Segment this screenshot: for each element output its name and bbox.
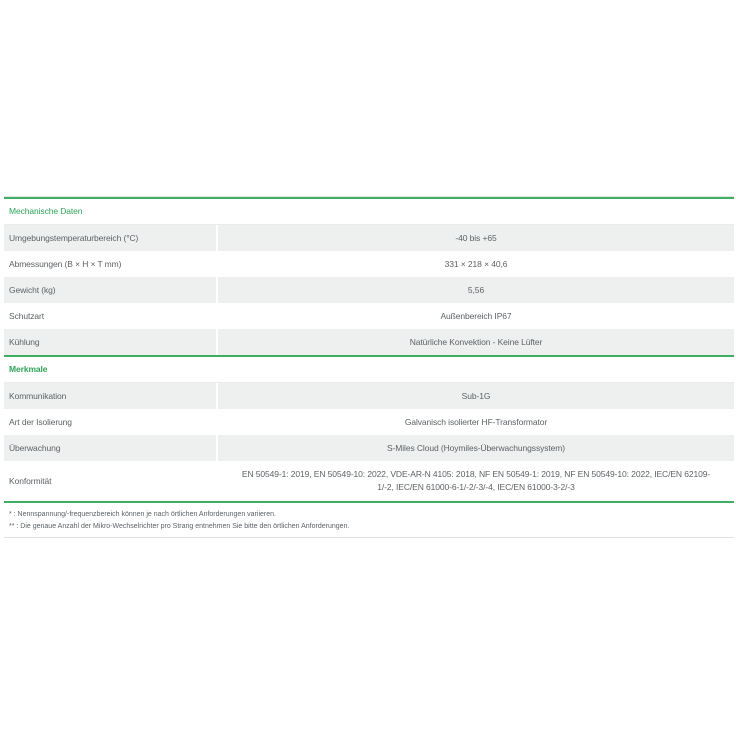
row-label: Konformität bbox=[9, 476, 52, 486]
footnotes bbox=[4, 503, 734, 533]
table-row bbox=[4, 225, 734, 251]
bottom-divider bbox=[4, 537, 734, 538]
row-label: Abmessungen (B × H × T mm) bbox=[9, 259, 122, 269]
row-value: EN 50549-1: 2019, EN 50549-10: 2022, VDE-AR-N 4105: 2018, NF EN 50549-1: 2019, NF EN 50549-10: 2022, IEC/EN 62109-1/-2, IEC/EN 61000-6-1/-2/-3/-4, IEC/EN 61000-3-2/-3 bbox=[241, 469, 711, 492]
table-row bbox=[4, 277, 734, 303]
row-value: 331 × 218 × 40,6 bbox=[444, 259, 508, 269]
row-label: Schutzart bbox=[9, 311, 45, 321]
row-value: -40 bis +65 bbox=[218, 225, 734, 251]
row-label: Gewicht (kg) bbox=[4, 277, 216, 303]
footnote: ** : Die genaue Anzahl der Mikro-Wechselrichter pro Strang entnehmen Sie bitte den örtlichen Anforderungen. bbox=[9, 523, 350, 530]
row-value: S-Miles Cloud (Hoymiles-Überwachungssystem) bbox=[218, 435, 734, 461]
table-row bbox=[4, 435, 734, 461]
table-row bbox=[4, 251, 734, 277]
row-label: Kommunikation bbox=[4, 383, 216, 409]
section-header-mechanical: Mechanische Daten bbox=[4, 197, 734, 225]
row-label: Umgebungstemperaturbereich (°C) bbox=[4, 225, 216, 251]
row-label: Kühlung bbox=[4, 329, 216, 355]
table-row bbox=[4, 303, 734, 329]
table-row bbox=[4, 409, 734, 435]
table-row bbox=[4, 461, 734, 503]
row-label: Art der Isolierung bbox=[9, 417, 72, 427]
row-value: 5,56 bbox=[218, 277, 734, 303]
table-row bbox=[4, 329, 734, 355]
table-row bbox=[4, 383, 734, 409]
row-value: Außenbereich IP67 bbox=[440, 311, 512, 321]
footnote: * : Nennspannung/-frequenzbereich können je nach örtlichen Anforderungen variieren. bbox=[9, 511, 276, 518]
row-value: Galvanisch isolierter HF-Transformator bbox=[404, 417, 548, 427]
section-header-features: Merkmale bbox=[4, 355, 734, 383]
datasheet-table bbox=[4, 196, 734, 538]
row-value: Natürliche Konvektion - Keine Lüfter bbox=[218, 329, 734, 355]
row-label: Überwachung bbox=[4, 435, 216, 461]
row-value: Sub-1G bbox=[218, 383, 734, 409]
